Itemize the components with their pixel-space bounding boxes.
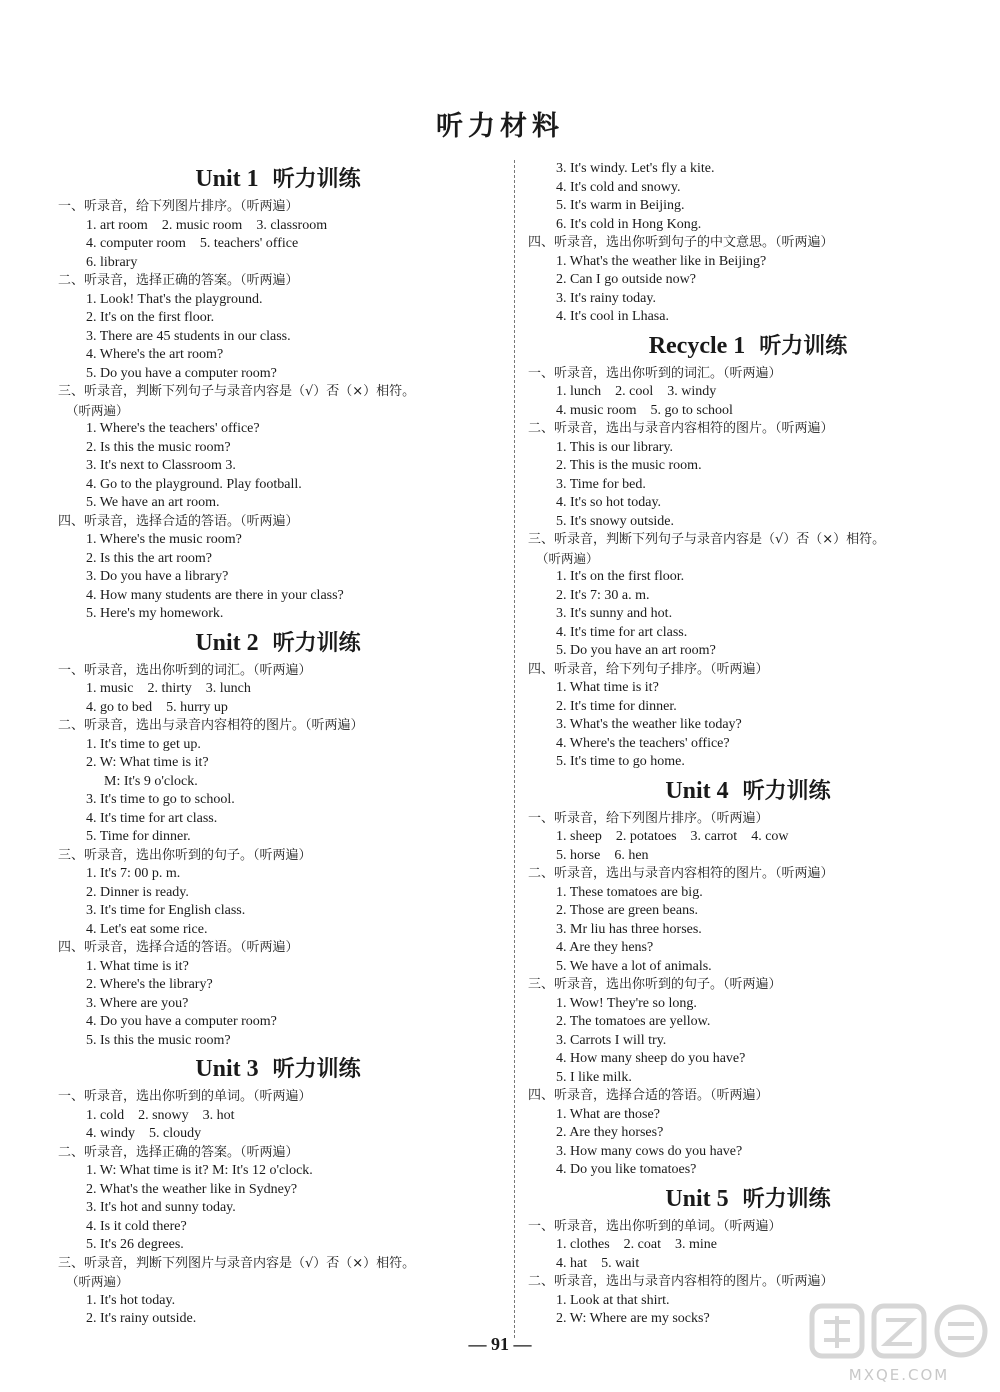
transcript-entry: 1. What's the weather like in Beijing? xyxy=(556,253,767,269)
transcript-entry: 4. Is it cold there? xyxy=(86,1218,187,1234)
transcript-line xyxy=(58,1032,498,1051)
page-number: — 91 — xyxy=(468,1334,532,1354)
unit-heading-title: Unit 5 xyxy=(665,1185,729,1212)
transcript-entry: 4. It's cold and snowy. xyxy=(556,179,681,195)
transcript-line xyxy=(58,309,498,328)
transcript-line xyxy=(528,828,968,847)
transcript-entry: 3. Do you have a library? xyxy=(86,569,229,584)
transcript-entry: 4. hat xyxy=(556,1255,588,1271)
transcript-line xyxy=(528,253,968,272)
transcript-entry: 5. It's warm in Beijing. xyxy=(556,198,685,213)
section-instruction: 三、听录音，判断下列图片与录音内容是（√）否（×）相符。 xyxy=(58,1255,416,1271)
transcript-line xyxy=(58,550,498,569)
transcript-entry: M: It's 9 o'clock. xyxy=(104,773,198,789)
transcript-line xyxy=(528,698,968,717)
transcript-entry: 2. This is the music room. xyxy=(556,458,702,473)
transcript-entry: 1. What are those? xyxy=(556,1106,660,1122)
transcript-line xyxy=(58,680,498,699)
watermark-text: MXQE.COM xyxy=(848,1366,950,1384)
transcript-line xyxy=(528,1013,968,1032)
transcript-entry: 5. It's 26 degrees. xyxy=(86,1237,184,1252)
transcript-line xyxy=(528,642,968,661)
transcript-line xyxy=(528,1143,968,1162)
transcript-line xyxy=(58,995,498,1014)
transcript-entry: 6. hen xyxy=(614,847,649,863)
transcript-line xyxy=(58,605,498,624)
transcript-line xyxy=(58,1107,498,1126)
transcript-entry: 5. Do you have a computer room? xyxy=(86,365,277,381)
transcript-entry: 1. It's on the first floor. xyxy=(556,569,685,584)
transcript-entry: 3. It's hot and sunny today. xyxy=(86,1200,236,1215)
transcript-entry: 3. Where are you? xyxy=(86,995,189,1011)
transcript-entry: 6. library xyxy=(86,254,138,270)
section-instruction-continued: （听两遍） xyxy=(66,1274,129,1289)
transcript-line xyxy=(528,605,968,624)
transcript-line xyxy=(58,958,498,977)
transcript-line xyxy=(58,365,498,384)
transcript-entry: 1. What time is it? xyxy=(556,680,659,695)
transcript-line xyxy=(528,1236,968,1255)
transcript-line xyxy=(528,1255,968,1274)
column-divider xyxy=(514,160,515,1338)
transcript-entry: 5. go to school xyxy=(650,402,733,418)
transcript-line xyxy=(58,1199,498,1218)
transcript-entry: 1. Where's the music room? xyxy=(86,532,242,547)
transcript-entry: 2. Those are green beans. xyxy=(556,903,699,918)
transcript-line xyxy=(58,1162,498,1181)
transcript-entry: 3. There are 45 students in our class. xyxy=(86,328,291,344)
transcript-entry: 3. What's the weather like today? xyxy=(556,717,742,732)
transcript-line xyxy=(58,457,498,476)
transcript-entry: 2. music room xyxy=(161,217,243,233)
transcript-line xyxy=(528,847,968,866)
transcript-line xyxy=(58,531,498,550)
transcript-line xyxy=(58,884,498,903)
transcript-entry: 1. Look at that shirt. xyxy=(556,1292,670,1308)
transcript-line xyxy=(58,921,498,940)
transcript-entry: 1. lunch xyxy=(556,384,602,399)
transcript-line xyxy=(58,828,498,847)
unit-heading-title: Unit 3 xyxy=(195,1056,259,1082)
transcript-entry: 4. Do you like tomatoes? xyxy=(556,1162,697,1177)
section-instruction: 二、听录音，选出与录音内容相符的图片。（听两遍） xyxy=(528,866,834,881)
transcript-line xyxy=(58,217,498,236)
section-instruction: 四、听录音，给下列句子排序。（听两遍） xyxy=(528,661,769,677)
transcript-entry: 5. teachers' office xyxy=(199,236,299,251)
transcript-entry: 5. cloudy xyxy=(149,1126,202,1141)
unit-heading-title: Unit 2 xyxy=(195,629,259,656)
transcript-line xyxy=(58,791,498,810)
transcript-entry: 5. Is this the music room? xyxy=(86,1032,231,1048)
transcript-entry: 1. cold xyxy=(86,1107,125,1123)
transcript-line xyxy=(528,271,968,290)
transcript-entry: 4. windy xyxy=(86,1126,135,1141)
transcript-line xyxy=(528,921,968,940)
transcript-line xyxy=(528,753,968,772)
transcript-entry: 1. art room xyxy=(86,217,148,233)
transcript-line xyxy=(58,587,498,606)
transcript-entry: 5. We have a lot of animals. xyxy=(556,958,712,974)
transcript-entry: 2. The tomatoes are yellow. xyxy=(556,1014,711,1029)
transcript-line xyxy=(528,1161,968,1180)
section-instruction: 三、听录音，判断下列句子与录音内容是（√）否（×）相符。 xyxy=(58,384,416,399)
transcript-line xyxy=(528,160,968,179)
transcript-entry: 1. clothes xyxy=(556,1237,610,1252)
transcript-entry: 4. How many students are there in your class? xyxy=(86,587,344,603)
transcript-line xyxy=(58,1292,498,1311)
transcript-line xyxy=(58,439,498,458)
transcript-entry: 5. We have an art room. xyxy=(86,495,220,510)
section-instruction: 四、听录音，选择合适的答语。（听两遍） xyxy=(58,513,299,529)
transcript-line xyxy=(528,513,968,532)
section-instruction: 四、听录音，选出你听到句子的中文意思。（听两遍） xyxy=(528,235,834,250)
transcript-entry: 3. It's rainy today. xyxy=(556,290,656,306)
transcript-entry: 2. potatoes xyxy=(615,829,677,844)
transcript-line xyxy=(528,1050,968,1069)
section-instruction: 三、听录音，选出你听到的句子。（听两遍） xyxy=(528,977,782,992)
unit-heading-subtitle: 听力训练 xyxy=(759,333,848,359)
transcript-line xyxy=(58,420,498,439)
transcript-entry: 5. horse xyxy=(556,847,601,863)
transcript-line xyxy=(58,476,498,495)
transcript-entry: 5. Do you have an art room? xyxy=(556,643,716,658)
section-instruction: 一、听录音，选出你听到的词汇。（听两遍） xyxy=(528,365,782,381)
transcript-entry: 2. W: What time is it? xyxy=(86,755,209,770)
section-instruction: 二、听录音，选择正确的答案。（听两遍） xyxy=(58,1144,299,1160)
transcript-entry: 3. hot xyxy=(202,1107,235,1123)
transcript-line xyxy=(58,494,498,513)
transcript-entry: 4. Where's the teachers' office? xyxy=(556,735,730,751)
transcript-entry: 2. snowy xyxy=(138,1107,189,1123)
section-instruction: 一、听录音，给下列图片排序。（听两遍） xyxy=(528,810,769,826)
transcript-entry: 5. I like milk. xyxy=(556,1069,632,1085)
transcript-line xyxy=(528,290,968,309)
transcript-line xyxy=(528,457,968,476)
transcript-entry: 1. Where's the teachers' office? xyxy=(86,421,260,436)
section-instruction: 二、听录音，选出与录音内容相符的图片。（听两遍） xyxy=(528,421,834,436)
transcript-line xyxy=(528,587,968,606)
transcript-line xyxy=(528,716,968,735)
section-instruction: 一、听录音，选出你听到的词汇。（听两遍） xyxy=(58,662,312,678)
transcript-line xyxy=(58,810,498,829)
transcript-line xyxy=(58,1013,498,1032)
transcript-entry: 3. It's sunny and hot. xyxy=(556,606,673,621)
transcript-entry: 4. go to bed xyxy=(86,699,153,715)
transcript-line xyxy=(528,216,968,235)
transcript-entry: 3. windy xyxy=(667,384,717,399)
transcript-entry: 4. It's time for art class. xyxy=(86,810,218,826)
transcript-line xyxy=(528,476,968,495)
transcript-entry: 1. sheep xyxy=(556,829,602,844)
transcript-entry: 2. Can I go outside now? xyxy=(556,272,696,287)
transcript-line xyxy=(58,254,498,273)
transcript-entry: 2. It's on the first floor. xyxy=(86,310,215,325)
transcript-line xyxy=(58,1181,498,1200)
unit-heading-subtitle: 听力训练 xyxy=(272,167,361,192)
transcript-line xyxy=(58,773,498,792)
transcript-entry: 3. lunch xyxy=(205,681,251,696)
transcript-entry: 4. It's time for art class. xyxy=(556,624,688,640)
transcript-entry: 1. W: What time is it? M: It's 12 o'clock. xyxy=(86,1163,313,1178)
transcript-line xyxy=(528,995,968,1014)
transcript-entry: 3. It's time to go to school. xyxy=(86,792,235,807)
section-instruction-continued: （听两遍） xyxy=(66,402,129,418)
transcript-entry: 5. Here's my homework. xyxy=(86,606,224,621)
transcript-entry: 4. Go to the playground. Play football. xyxy=(86,476,302,492)
transcript-entry: 2. What's the weather like in Sydney? xyxy=(86,1181,298,1197)
transcript-line xyxy=(528,958,968,977)
transcript-entry: 2. It's time for dinner. xyxy=(556,698,677,714)
transcript-line xyxy=(528,1032,968,1051)
transcript-line xyxy=(528,1106,968,1125)
transcript-line xyxy=(528,402,968,421)
transcript-entry: 4. It's cool in Lhasa. xyxy=(556,309,669,324)
transcript-line xyxy=(58,699,498,718)
section-instruction: 二、听录音，选出与录音内容相符的图片。（听两遍） xyxy=(58,718,364,733)
unit-heading-subtitle: 听力训练 xyxy=(742,778,831,804)
transcript-entry: 1. It's hot today. xyxy=(86,1292,176,1308)
transcript-entry: 2. cool xyxy=(615,384,654,399)
section-instruction: 四、听录音，选择合适的答语。（听两遍） xyxy=(528,1088,769,1103)
transcript-entry: 3. How many cows do you have? xyxy=(556,1143,743,1159)
transcript-entry: 5. wait xyxy=(601,1255,640,1271)
section-instruction: 一、听录音，选出你听到的单词。（听两遍） xyxy=(58,1089,312,1104)
section-instruction: 三、听录音，选出你听到的句子。（听两遍） xyxy=(58,847,312,863)
transcript-entry: 1. Look! That's the playground. xyxy=(86,291,263,307)
transcript-entry: 4. It's so hot today. xyxy=(556,495,662,510)
unit-heading xyxy=(58,160,498,198)
transcript-entry: 5. Time for dinner. xyxy=(86,829,191,844)
unit-heading-subtitle: 听力训练 xyxy=(742,1186,831,1212)
unit-heading-title: Recycle 1 xyxy=(648,332,746,359)
transcript-entry: 4. music room xyxy=(556,402,637,418)
transcript-line xyxy=(58,1236,498,1255)
transcript-line xyxy=(58,1218,498,1237)
right-column xyxy=(528,160,968,1329)
transcript-entry: 4. Are they hens? xyxy=(556,940,654,955)
transcript-line xyxy=(58,976,498,995)
transcript-line xyxy=(528,884,968,903)
transcript-entry: 4. computer room xyxy=(86,236,186,251)
section-instruction: 二、听录音，选出与录音内容相符的图片。（听两遍） xyxy=(528,1274,834,1289)
transcript-entry: 2. coat xyxy=(623,1237,661,1252)
transcript-line xyxy=(58,291,498,310)
transcript-line xyxy=(528,939,968,958)
transcript-entry: 5. It's snowy outside. xyxy=(556,513,675,529)
transcript-line xyxy=(58,235,498,254)
unit-heading-title: Unit 4 xyxy=(665,777,729,804)
unit-heading xyxy=(528,772,968,810)
transcript-line xyxy=(528,179,968,198)
unit-heading-subtitle: 听力训练 xyxy=(272,1057,361,1082)
transcript-entry: 3. carrot xyxy=(690,829,738,844)
transcript-entry: 1. This is our library. xyxy=(556,439,674,455)
transcript-entry: 3. It's windy. Let's fly a kite. xyxy=(556,161,715,176)
transcript-entry: 3. Time for bed. xyxy=(556,476,646,492)
transcript-entry: 1. What time is it? xyxy=(86,958,189,974)
unit-heading xyxy=(528,1180,968,1218)
transcript-line xyxy=(528,308,968,327)
unit-heading xyxy=(528,327,968,365)
transcript-line xyxy=(58,736,498,755)
transcript-entry: 2. Is this the art room? xyxy=(86,550,212,566)
transcript-line xyxy=(528,624,968,643)
transcript-line xyxy=(58,328,498,347)
transcript-entry: 1. It's time to get up. xyxy=(86,736,201,752)
unit-heading xyxy=(58,624,498,662)
transcript-line xyxy=(528,197,968,216)
transcript-entry: 2. It's 7: 30 a. m. xyxy=(556,587,650,603)
unit-heading-title: Unit 1 xyxy=(195,166,259,192)
transcript-entry: 4. Do you have a computer room? xyxy=(86,1014,277,1029)
section-instruction-continued: （听两遍） xyxy=(536,550,599,566)
transcript-entry: 2. Is this the music room? xyxy=(86,439,231,455)
transcript-entry: 5. hurry up xyxy=(166,699,228,715)
section-instruction: 四、听录音，选择合适的答语。（听两遍） xyxy=(58,940,299,955)
transcript-entry: 3. mine xyxy=(674,1237,717,1252)
transcript-line xyxy=(528,902,968,921)
transcript-entry: 2. Dinner is ready. xyxy=(86,884,189,900)
left-column xyxy=(58,160,498,1329)
transcript-entry: 2. Where's the library? xyxy=(86,977,213,992)
transcript-entry: 1. It's 7: 00 p. m. xyxy=(86,866,181,881)
page-title: 听力材料 xyxy=(436,111,564,142)
transcript-entry: 4. How many sheep do you have? xyxy=(556,1051,746,1066)
section-instruction: 三、听录音，判断下列句子与录音内容是（√）否（×）相符。 xyxy=(528,532,886,547)
transcript-line xyxy=(58,902,498,921)
transcript-entry: 4. cow xyxy=(751,829,789,844)
transcript-entry: 1. music xyxy=(86,681,134,696)
transcript-line xyxy=(58,1310,498,1329)
transcript-entry: 3. It's time for English class. xyxy=(86,903,246,918)
section-instruction: 一、听录音，给下列图片排序。（听两遍） xyxy=(58,199,299,214)
transcript-line xyxy=(528,1069,968,1088)
transcript-line xyxy=(58,754,498,773)
transcript-line xyxy=(528,383,968,402)
transcript-line xyxy=(528,439,968,458)
transcript-entry: 2. W: Where are my socks? xyxy=(556,1311,710,1326)
transcript-entry: 5. It's time to go home. xyxy=(556,754,685,769)
watermark-logo xyxy=(806,1300,992,1388)
transcript-line xyxy=(58,568,498,587)
transcript-entry: 6. It's cold in Hong Kong. xyxy=(556,216,702,232)
transcript-entry: 3. classroom xyxy=(256,217,328,233)
transcript-line xyxy=(58,865,498,884)
transcript-entry: 3. Mr liu has three horses. xyxy=(556,921,702,937)
transcript-line xyxy=(58,346,498,365)
transcript-line xyxy=(528,735,968,754)
section-instruction: 二、听录音，选择正确的答案。（听两遍） xyxy=(58,273,299,288)
transcript-entry: 3. Carrots I will try. xyxy=(556,1032,667,1048)
transcript-entry: 4. Let's eat some rice. xyxy=(86,921,208,937)
transcript-entry: 1. These tomatoes are big. xyxy=(556,884,703,900)
transcript-entry: 2. It's rainy outside. xyxy=(86,1311,197,1326)
transcript-entry: 1. Wow! They're so long. xyxy=(556,995,697,1011)
transcript-entry: 2. thirty xyxy=(147,681,192,696)
transcript-entry: 2. Are they horses? xyxy=(556,1125,664,1140)
transcript-entry: 4. Where's the art room? xyxy=(86,347,224,362)
transcript-line xyxy=(528,494,968,513)
transcript-line xyxy=(528,1124,968,1143)
section-instruction: 一、听录音，选出你听到的单词。（听两遍） xyxy=(528,1218,782,1234)
transcript-line xyxy=(528,568,968,587)
transcript-entry: 3. It's next to Classroom 3. xyxy=(86,458,236,473)
transcript-line xyxy=(528,679,968,698)
transcript-line xyxy=(58,1125,498,1144)
unit-heading-subtitle: 听力训练 xyxy=(272,630,361,656)
unit-heading xyxy=(58,1050,498,1088)
